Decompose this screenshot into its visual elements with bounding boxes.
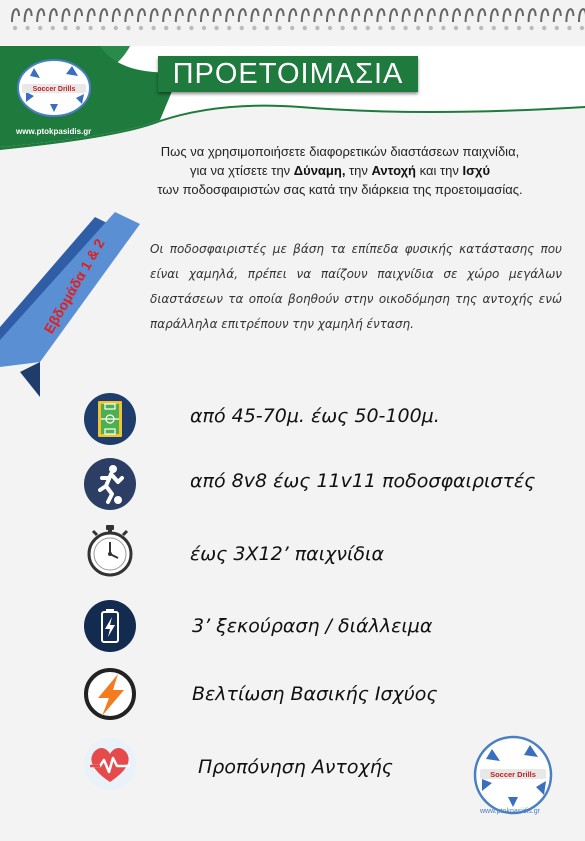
description-paragraph: Οι ποδοσφαιριστές με βάση τα επίπεδα φυσικής κατάστασης που είναι χαμηλά, πρέπει να παίζουν παιχνίδια σε χώρο μεγάλων διαστάσεων τα οποία βοηθούν στην οικοδόμηση της αντοχής ενώ παράλληλα επιτρέπουν την χαμηλή ένταση. [150, 242, 562, 331]
spiral-hole [492, 26, 496, 30]
spiral-hole [164, 26, 168, 30]
spiral-hole [391, 26, 395, 30]
spiral-hole [13, 26, 17, 30]
battery-icon [82, 598, 138, 654]
page-title: ΠΡΟΕΤΟΙΜΑΣΙΑ [158, 56, 418, 92]
spiral-coil [327, 9, 334, 22]
lightning-icon [82, 666, 138, 722]
spiral-hole [76, 26, 80, 30]
spiral-coil [440, 9, 447, 22]
row-rest: 3’ ξεκούραση / διάλλειμα [192, 615, 433, 637]
spiral-hole [315, 26, 319, 30]
spiral-coil [541, 9, 548, 22]
spiral-coil [188, 9, 195, 22]
spiral-hole [126, 26, 130, 30]
spiral-hole [504, 26, 508, 30]
spiral-coil [264, 9, 271, 22]
spiral-hole [240, 26, 244, 30]
row-power: Βελτίωση Βασικής Ισχύος [192, 683, 438, 705]
spiral-coil [251, 9, 258, 22]
spiral-coil [428, 9, 435, 22]
spiral-coil [503, 9, 510, 22]
spiral-hole [114, 26, 118, 30]
spiral-hole [38, 26, 42, 30]
spiral-hole [202, 26, 206, 30]
svg-text:Soccer Drills: Soccer Drills [490, 770, 536, 779]
spiral-hole [88, 26, 92, 30]
spiral-coil [214, 9, 221, 22]
spiral-hole [517, 26, 521, 30]
spiral-coil [377, 9, 384, 22]
spiral-hole [265, 26, 269, 30]
intro-line-3: των ποδοσφαιριστών σας κατά την διάρκεια της προετοιμασίας. [157, 182, 523, 197]
player-kicking-icon [82, 456, 138, 512]
spiral-coil [176, 9, 183, 22]
spiral-coil [340, 9, 347, 22]
spiral-hole [227, 26, 231, 30]
spiral-coil [113, 9, 120, 22]
spiral-hole [580, 26, 584, 30]
site-url[interactable]: www.ptokpasidis.gr [16, 127, 92, 136]
intro-text [100, 142, 580, 199]
soccer-drills-logo [16, 58, 92, 118]
spiral-coil [365, 9, 372, 22]
spiral-hole [328, 26, 332, 30]
row-field-size: από 45-70μ. έως 50-100μ. [190, 405, 440, 427]
spiral-hole [101, 26, 105, 30]
spiral-coil [390, 9, 397, 22]
spiral-coil [138, 9, 145, 22]
spiral-coil [12, 9, 19, 22]
spiral-coil [491, 9, 498, 22]
spiral-hole [403, 26, 407, 30]
spiral-hole [366, 26, 370, 30]
spiral-coil [50, 9, 57, 22]
soccer-field-icon [82, 391, 138, 447]
spiral-coil [163, 9, 170, 22]
spiral-hole [214, 26, 218, 30]
spiral-hole [555, 26, 559, 30]
spiral-coil [201, 9, 208, 22]
svg-text:Soccer Drills: Soccer Drills [32, 86, 76, 93]
spiral-coil [100, 9, 107, 22]
spiral-hole [340, 26, 344, 30]
spiral-hole [479, 26, 483, 30]
spiral-hole [378, 26, 382, 30]
spiral-hole [353, 26, 357, 30]
spiral-hole [177, 26, 181, 30]
spiral-coil [289, 9, 296, 22]
spiral-binding [0, 0, 585, 40]
spiral-hole [441, 26, 445, 30]
spiral-coil [37, 9, 44, 22]
spiral-coil [566, 9, 573, 22]
spiral-coil [478, 9, 485, 22]
spiral-coil [226, 9, 233, 22]
spiral-coil [516, 9, 523, 22]
spiral-coil [415, 9, 422, 22]
spiral-hole [416, 26, 420, 30]
spiral-hole [25, 26, 29, 30]
spiral-coil [302, 9, 309, 22]
spiral-coil [453, 9, 460, 22]
row-endurance: Προπόνηση Αντοχής [198, 756, 393, 778]
heartbeat-icon [82, 736, 138, 792]
spiral-hole [63, 26, 67, 30]
spiral-hole [277, 26, 281, 30]
spiral-hole [466, 26, 470, 30]
row-games: έως 3Χ12’ παιχνίδια [190, 543, 384, 565]
spiral-hole [529, 26, 533, 30]
spiral-coil [151, 9, 158, 22]
spiral-hole [454, 26, 458, 30]
intro-line-2: για να χτίσετε την Δύναμη, την Αντοχή και την Ισχύ [189, 163, 491, 178]
intro-line-1: Πως να χρησιμοποιήσετε διαφορετικών διαστάσεων παιχνίδια, [160, 144, 520, 159]
spiral-hole [542, 26, 546, 30]
spiral-coil [239, 9, 246, 22]
spiral-coil [554, 9, 561, 22]
spiral-coil [62, 9, 69, 22]
spiral-hole [303, 26, 307, 30]
spiral-hole [139, 26, 143, 30]
spiral-coil [314, 9, 321, 22]
spiral-hole [429, 26, 433, 30]
spiral-hole [189, 26, 193, 30]
spiral-coil [75, 9, 82, 22]
site-url-bottom[interactable]: www.ptokpasidis.gr [480, 808, 540, 815]
spiral-coil [403, 9, 410, 22]
spiral-coil [25, 9, 32, 22]
spiral-coil [466, 9, 473, 22]
row-players: από 8v8 έως 11v11 ποδοσφαιριστές [190, 470, 536, 492]
stopwatch-icon [82, 522, 138, 578]
spiral-coil [88, 9, 95, 22]
spiral-coil [277, 9, 284, 22]
spiral-hole [290, 26, 294, 30]
spiral-coil [125, 9, 132, 22]
week-ribbon-label: Εβδομάδα 1 & 2 [40, 235, 108, 337]
spiral-hole [567, 26, 571, 30]
spiral-hole [151, 26, 155, 30]
spiral-coil [529, 9, 536, 22]
spiral-coil [352, 9, 359, 22]
spiral-hole [252, 26, 256, 30]
spiral-coil [579, 9, 585, 22]
spiral-hole [51, 26, 55, 30]
